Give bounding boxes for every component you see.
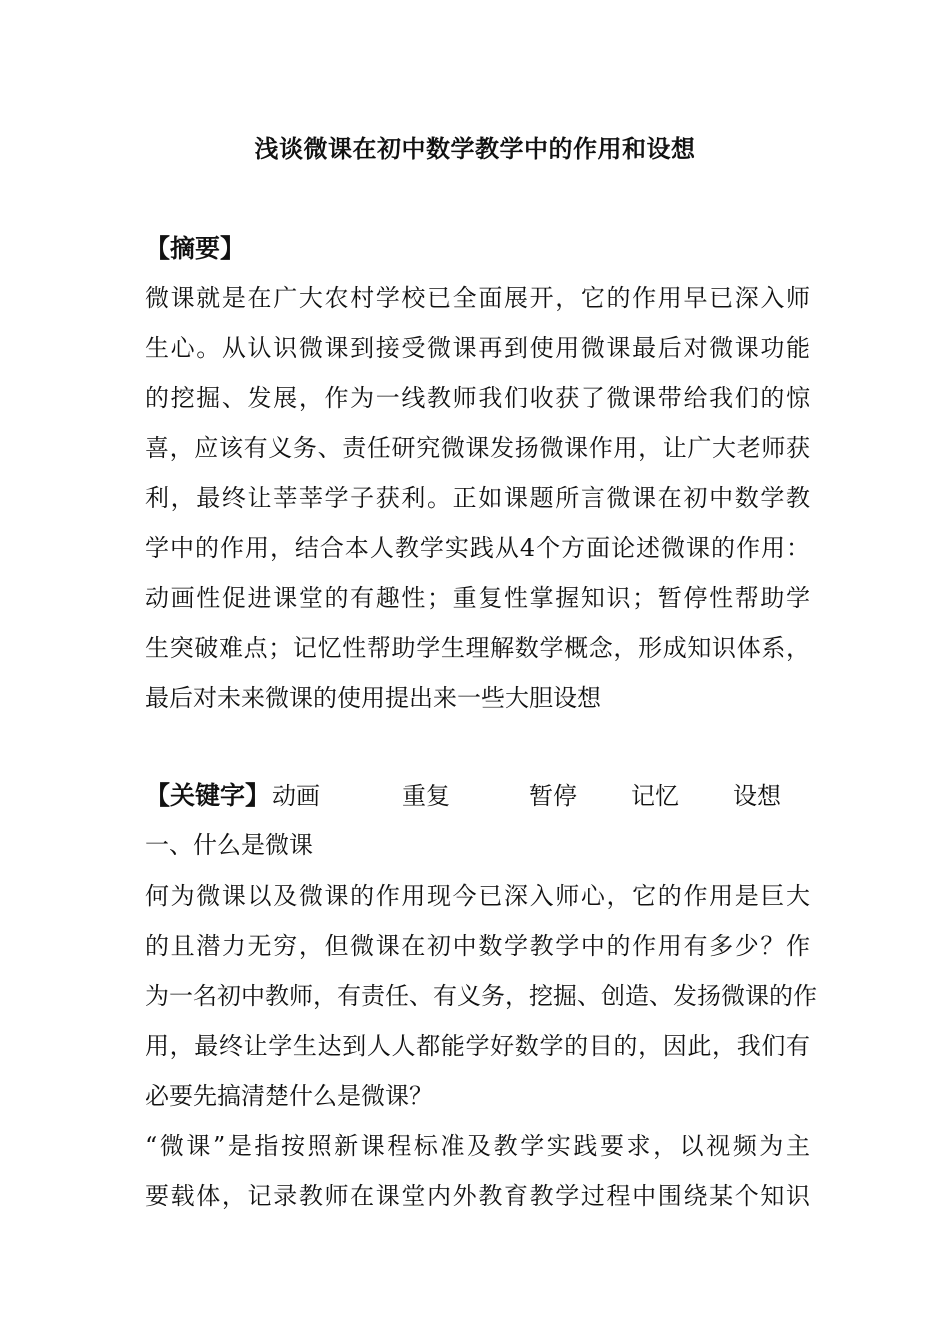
abstract-line: 微课就是在广大农村学校已全面展开，它的作用早已深入师 [145,284,810,312]
abstract-line: 利，最终让莘莘学子获利。正如课题所言微课在初中数学教 [145,484,810,512]
abstract-line: 喜，应该有义务、责任研究微课发扬微课作用，让广大老师获 [145,434,810,462]
abstract-line: 生突破难点；记忆性帮助学生理解数学概念，形成知识体系， [145,634,810,662]
section1-line: 何为微课以及微课的作用现今已深入师心，它的作用是巨大 [145,882,810,910]
section1-line: 的且潜力无穷，但微课在初中数学教学中的作用有多少？作 [145,932,810,960]
section1-line: 必要先搞清楚什么是微课？ [145,1082,433,1110]
abstract-line: 生心。从认识微课到接受微课再到使用微课最后对微课功能 [145,334,810,362]
keyword: 动画 [272,782,320,810]
keyword: 设想 [733,782,781,810]
section1-line: 为一名初中教师，有责任、有义务，挖掘、创造、发扬微课的作 [145,982,817,1010]
section1-line: “微课”是指按照新课程标准及教学实践要求，以视频为主 [145,1132,810,1160]
abstract-body [145,273,810,723]
keyword: 记忆 [631,782,679,810]
keywords-heading: 【关键字】 [145,781,271,810]
section1-line: 用，最终让学生达到人人都能学好数学的目的，因此，我们有 [145,1032,810,1060]
keyword: 重复 [402,782,450,810]
abstract-line: 最后对未来微课的使用提出来一些大胆设想 [145,684,601,712]
keywords-row [145,779,810,819]
abstract-line: 的挖掘、发展，作为一线教师我们收获了微课带给我们的惊 [145,384,810,412]
abstract-line: 动画性促进课堂的有趣性；重复性掌握知识；暂停性帮助学 [145,584,810,612]
section1-body [145,871,817,1221]
section1-heading: 一、什么是微课 [145,831,313,859]
keyword: 暂停 [529,782,577,810]
abstract-line: 学中的作用，结合本人教学实践从4个方面论述微课的作用： [145,534,810,562]
abstract-heading: 【摘要】 [145,234,246,263]
document-title: 浅谈微课在初中数学教学中的作用和设想 [254,135,696,163]
section1-line: 要载体，记录教师在课堂内外教育教学过程中围绕某个知识 [145,1182,810,1210]
